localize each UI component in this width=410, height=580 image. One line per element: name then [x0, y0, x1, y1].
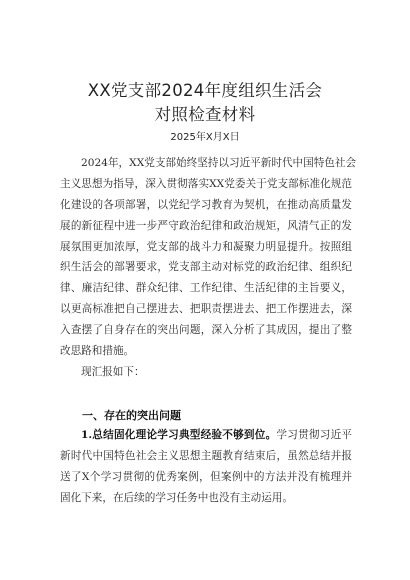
item1-line: 新时代中国特色社会主义思想主题教育结束后，虽然总结并报 [60, 449, 352, 462]
item1-first-rest: 学习贯彻习近平 [276, 429, 352, 441]
section-heading: 一、存在的突出问题 [82, 409, 181, 422]
intro-line: 化建设的各项部署，以党纪学习教育为契机，在推动高质量发 [60, 198, 352, 211]
intro-line: 以更高标准把自己摆进去、把职责摆进去、把工作摆进去，深 [60, 303, 352, 316]
item1-paragraph [60, 425, 352, 509]
item1-bold-lead: 1.总结固化理论学习典型经验不够到位。 [81, 429, 277, 441]
intro-paragraph [60, 153, 357, 383]
intro-line: 主义思想为指导，深入贯彻落实XX党委关于党支部标准化规范 [60, 177, 352, 190]
intro-line: 入查摆了自身存在的突出问题，深入分析了其成因，提出了整 [60, 324, 352, 337]
document-date: 2025年X月X日 [170, 132, 240, 143]
intro-line: 2024年，XX党支部始终坚持以习近平新时代中国特色社会 [81, 157, 357, 169]
report-line: 现汇报如下： [81, 365, 145, 378]
intro-line: 展氛围更加浓厚，党支部的战斗力和凝聚力明显提升。按照组 [60, 240, 352, 253]
intro-line: 展的新征程中进一步严守政治纪律和政治规矩，风清气正的发 [60, 219, 352, 232]
item1-first-line [60, 425, 352, 446]
intro-line: 律、廉洁纪律、群众纪律、工作纪律、生活纪律的主旨要义， [60, 282, 352, 295]
intro-line: 织生活会的部署要求，党支部主动对标党的政治纪律、组织纪 [60, 261, 352, 274]
item1-line: 送了X个学习贯彻的优秀案例，但案例中的方法并没有梳理并 [60, 470, 352, 483]
document-title-line1: XX党支部2024年度组织生活会 [87, 81, 323, 100]
document-title-line2: 对照检查材料 [154, 105, 256, 124]
item1-line: 固化下来，在后续的学习任务中也没有主动运用。 [60, 491, 294, 504]
intro-line: 改思路和措施。 [60, 345, 135, 358]
